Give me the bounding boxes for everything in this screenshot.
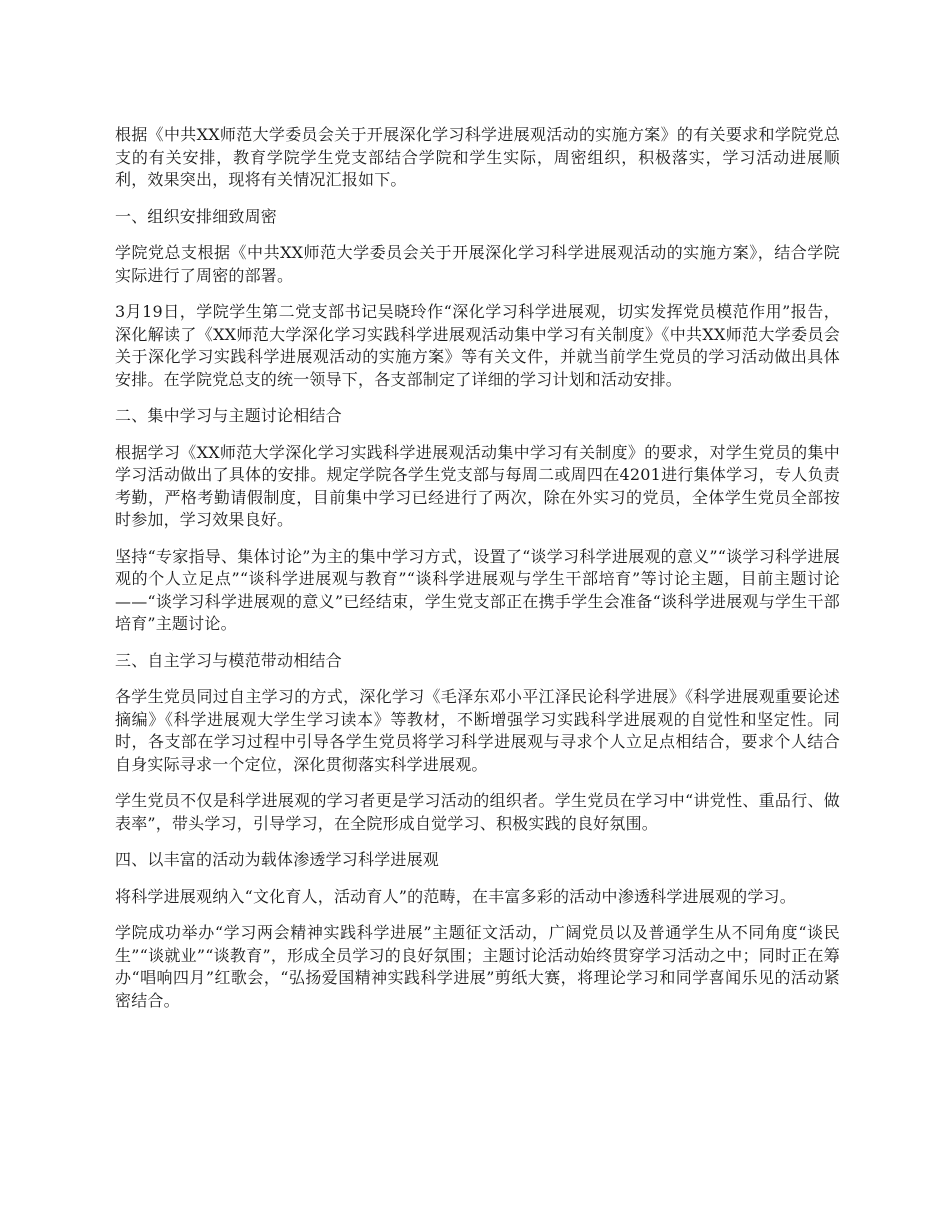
section-heading-1: 一、组织安排细致周密	[115, 206, 278, 226]
section-heading-4: 四、以丰富的活动为载体渗透学习科学进展观	[115, 850, 440, 869]
section-3-paragraph-1: 各学生党员同过自主学习的方式，深化学习《毛泽东邓小平江泽民论科学进展》《科学进展观重要论述摘编》《科学进展观大学生学习读本》等教材，不断增强学习实践科学进展观的自觉性和坚定性。同时，各支部在学习过程中引导各学生党员将学习科学进展观与寻求个人立足点相结合，要求个人结合自身实际寻求一个定位，深化贯彻落实科学进展观。	[115, 687, 840, 774]
section-1-paragraph-2: 3月19日，学院学生第二党支部书记吴晓玲作“深化学习科学进展观，切实发挥党员模范作用”报告，深化解读了《XX师范大学深化学习实践科学进展观活动集中学习有关制度》《中共XX师范大学委员会关于深化学习实践科学进展观活动的实施方案》等有关文件，并就当前学生党员的学习活动做出具体安排。在学院党总支的统一领导下，各支部制定了详细的学习计划和活动安排。	[115, 302, 840, 389]
section-heading-2: 二、集中学习与主题讨论相结合	[115, 406, 342, 425]
section-4-paragraph-2: 学院成功举办“学习两会精神实践科学进展”主题征文活动，广阔党员以及普通学生从不同角度“谈民生”“谈就业”“谈教育”，形成全员学习的良好氛围；主题讨论活动始终贯穿学习活动之中；同时正在筹办“唱响四月”红歌会，“弘扬爱国精神实践科学进展”剪纸大赛，将理论学习和同学喜闻乐见的活动紧密结合。	[115, 923, 840, 1010]
section-4-paragraph-1: 将科学进展观纳入“文化育人，活动育人”的范畴，在丰富多彩的活动中渗透科学进展观的学习。	[115, 886, 796, 906]
section-1-paragraph-1: 学院党总支根据《中共XX师范大学委员会关于开展深化学习科学进展观活动的实施方案》，结合学院实际进行了周密的部署。	[115, 243, 840, 285]
intro-paragraph: 根据《中共XX师范大学委员会关于开展深化学习科学进展观活动的实施方案》的有关要求和学院党总支的有关安排，教育学院学生党支部结合学院和学生实际，周密组织，积极落实，学习活动进展顺利，效果突出，现将有关情况汇报如下。	[115, 125, 840, 189]
section-heading-3: 三、自主学习与模范带动相结合	[115, 650, 342, 670]
section-2-paragraph-2: 坚持“专家指导、集体讨论”为主的集中学习方式，设置了“谈学习科学进展观的意义”“谈学习科学进展观的个人立足点”“谈科学进展观与教育”“谈科学进展观与学生干部培育”等讨论主题，目前主题讨论——“谈学习科学进展观的意义”已经结束，学生党支部正在携手学生会准备“谈科学进展观与学生干部培育”主题讨论。	[115, 546, 840, 633]
document-body	[115, 124, 840, 1026]
section-2-paragraph-1: 根据学习《XX师范大学深化学习实践科学进展观活动集中学习有关制度》的要求，对学生党员的集中学习活动做出了具体的安排。规定学院各学生党支部与每周二或周四在4201进行集体学习，专人负责考勤，严格考勤请假制度，目前集中学习已经进行了两次，除在外实习的党员，全体学生党员全部按时参加，学习效果良好。	[115, 442, 840, 529]
section-3-paragraph-2: 学生党员不仅是科学进展观的学习者更是学习活动的组织者。学生党员在学习中“讲党性、重品行、做表率”，带头学习，引导学习，在全院形成自觉学习、积极实践的良好氛围。	[115, 791, 840, 833]
